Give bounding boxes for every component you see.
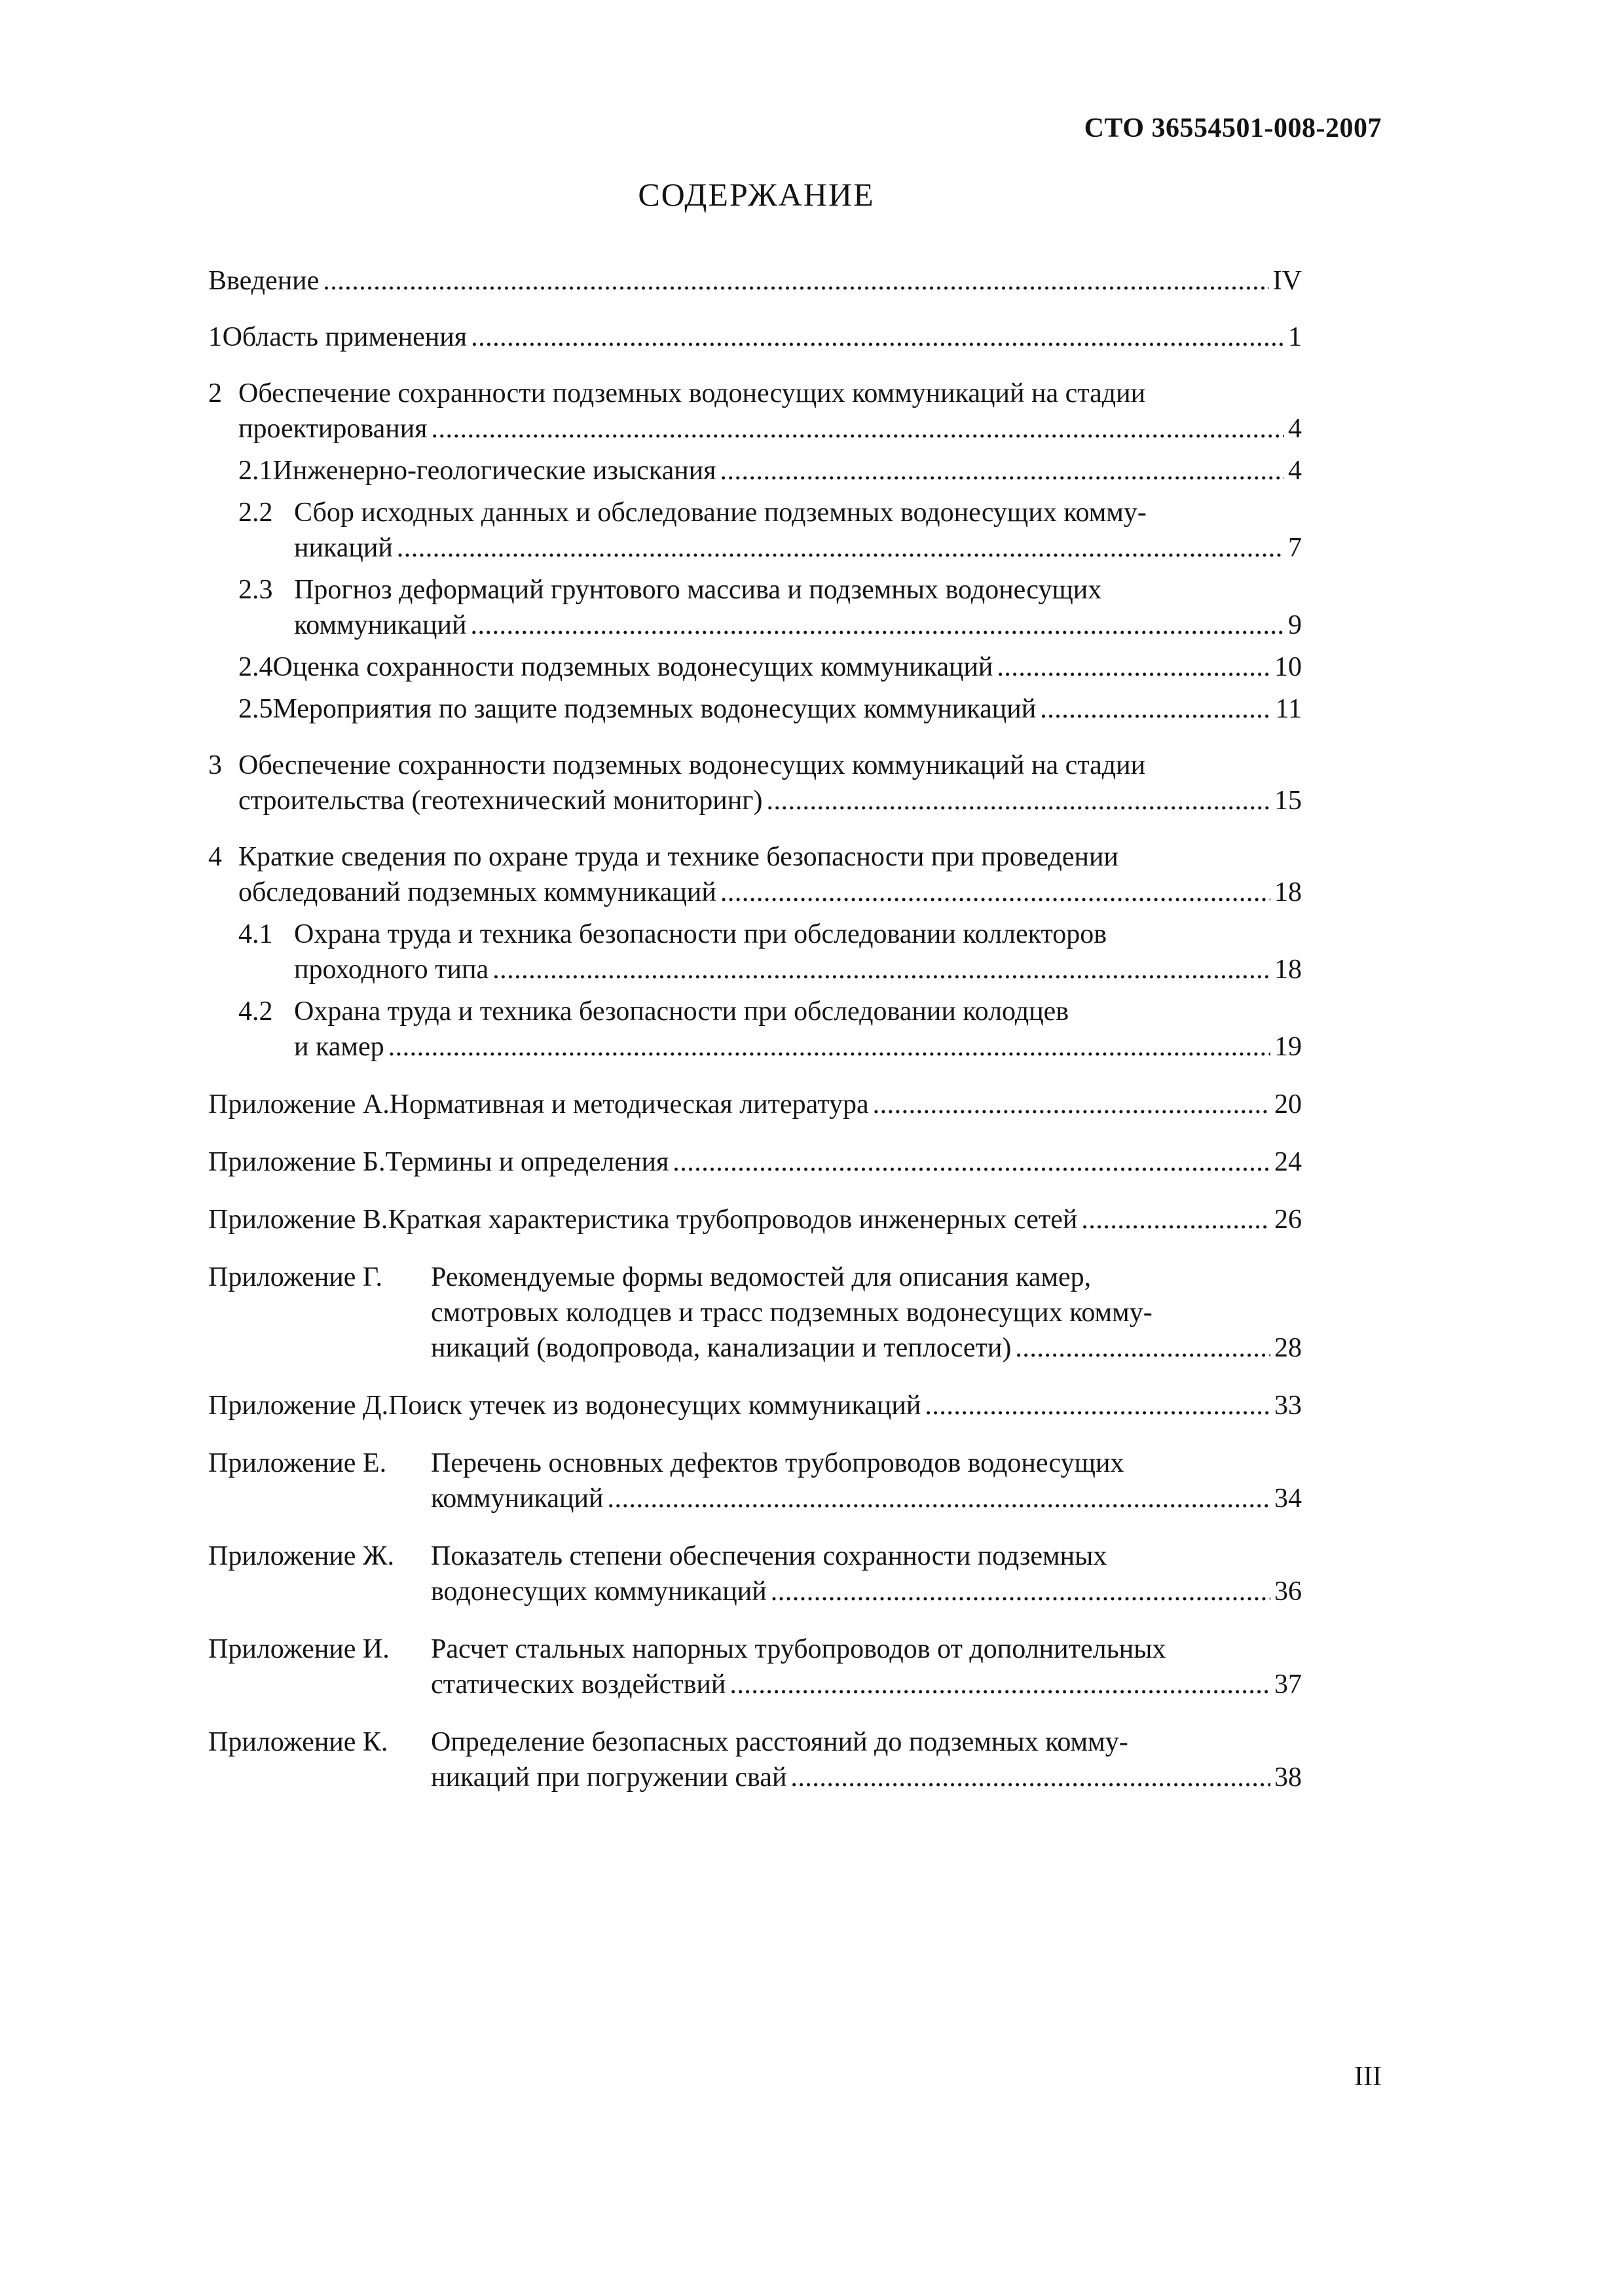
toc-number: 2.2 <box>238 498 273 528</box>
toc-label-line2: никаций <box>294 533 393 563</box>
toc-entry-appendix-e[interactable] <box>208 1446 1302 1516</box>
toc-number: 4.2 <box>238 996 273 1027</box>
leader-dots <box>997 649 1270 685</box>
toc-entry-2-3[interactable] <box>208 572 1302 643</box>
toc-label-line1: Определение безопасных расстояний до подземных комму- <box>431 1727 1128 1757</box>
leader-dots <box>471 319 1284 355</box>
toc-label-line1: Показатель степени обеспечения сохранности подземных <box>431 1541 1107 1571</box>
leader-dots <box>470 608 1284 643</box>
toc-label: Краткая характеристика трубопроводов инженерных сетей <box>388 1205 1078 1235</box>
toc-entry-2-4[interactable] <box>208 649 1302 685</box>
toc-entry-appendix-zh[interactable] <box>208 1539 1302 1609</box>
toc-number: 2 <box>208 378 222 409</box>
toc-label-line1: Рекомендуемые формы ведомостей для описания камер, <box>431 1262 1092 1292</box>
toc-number: 2.5 <box>238 694 273 724</box>
toc-label: Мероприятия по защите подземных водонесущих коммуникаций <box>272 694 1037 724</box>
toc-page: 7 <box>1288 533 1302 563</box>
toc-label-line1: Обеспечение сохранности подземных водонесущих коммуникаций на стадии <box>238 750 1146 780</box>
toc-page: 33 <box>1274 1391 1302 1421</box>
toc-number: Приложение Е. <box>208 1448 387 1478</box>
toc-page: 18 <box>1274 877 1302 907</box>
toc-number: Приложение И. <box>208 1634 390 1664</box>
toc-page: 28 <box>1274 1333 1302 1363</box>
toc-entry-appendix-g[interactable] <box>208 1260 1302 1366</box>
page-number: III <box>1354 2062 1382 2092</box>
toc-entry-4-1[interactable] <box>208 917 1302 987</box>
toc-label-line2: коммуникаций <box>431 1484 604 1514</box>
toc-page: 10 <box>1274 652 1302 682</box>
leader-dots <box>1015 1330 1270 1366</box>
leader-dots <box>492 952 1270 987</box>
leader-dots <box>388 1029 1270 1065</box>
toc-number: Приложение Д. <box>208 1391 389 1421</box>
leader-dots <box>729 1667 1270 1702</box>
leader-dots <box>1040 691 1271 727</box>
toc-entry-2-5[interactable] <box>208 691 1302 727</box>
toc-page: 4 <box>1288 456 1302 486</box>
toc-entry-4[interactable] <box>208 839 1302 910</box>
toc-label: Область применения <box>222 322 468 352</box>
page-title: СОДЕРЖАНИЕ <box>638 176 875 213</box>
document-code: СТО 36554501-008-2007 <box>1084 113 1382 143</box>
toc-label-line2: водонесущих коммуникаций <box>431 1576 767 1607</box>
toc-number: Приложение В. <box>208 1205 388 1235</box>
toc-page: 9 <box>1288 610 1302 640</box>
toc-entry-intro[interactable] <box>208 263 1302 299</box>
toc-label-line2: проектирования <box>238 414 428 444</box>
toc-number: Приложение Б. <box>208 1147 386 1177</box>
toc-label-line1: Перечень основных дефектов трубопроводов водонесущих <box>431 1448 1124 1478</box>
toc-label-line3: никаций (водопровода, канализации и теплосети) <box>431 1333 1012 1363</box>
toc-label-line2: обследований подземных коммуникаций <box>238 877 716 907</box>
leader-dots <box>432 411 1284 446</box>
toc-label-line2: и камер <box>294 1032 384 1062</box>
toc-entry-2-2[interactable] <box>208 495 1302 566</box>
toc-entry-appendix-b[interactable] <box>208 1144 1302 1180</box>
toc-label-line2: коммуникаций <box>294 610 467 640</box>
leader-dots <box>873 1087 1270 1122</box>
toc-entry-appendix-a[interactable] <box>208 1087 1302 1122</box>
toc-entry-appendix-k[interactable] <box>208 1724 1302 1795</box>
toc-entry-appendix-i[interactable] <box>208 1631 1302 1702</box>
toc-label-line2: смотровых колодцев и трасс подземных водонесущих комму- <box>431 1298 1153 1328</box>
toc-label-line2: никаций при погружении свай <box>431 1762 787 1793</box>
toc-entry-3[interactable] <box>208 748 1302 818</box>
toc-page: 37 <box>1274 1669 1302 1700</box>
toc-page: 4 <box>1288 414 1302 444</box>
toc-label: Нормативная и методическая литература <box>389 1089 869 1120</box>
toc-number: 3 <box>208 750 222 780</box>
toc-label: Инженерно-геологические изыскания <box>272 456 716 486</box>
toc-page: 38 <box>1274 1762 1302 1793</box>
leader-dots <box>766 783 1270 818</box>
toc-label-line1: Охрана труда и техника безопасности при обследовании коллекторов <box>294 919 1107 949</box>
toc-number: 1 <box>208 322 222 352</box>
leader-dots <box>771 1574 1270 1609</box>
leader-dots <box>925 1388 1270 1423</box>
toc-number: Приложение Г. <box>208 1262 382 1292</box>
toc-entry-2[interactable] <box>208 376 1302 446</box>
toc-page: 26 <box>1274 1205 1302 1235</box>
toc-number: 2.1 <box>238 456 273 486</box>
toc-label-line1: Прогноз деформаций грунтового массива и подземных водонесущих <box>294 575 1102 605</box>
toc-label: Оценка сохранности подземных водонесущих коммуникаций <box>272 652 993 682</box>
toc-number: Приложение Ж. <box>208 1541 395 1571</box>
leader-dots <box>1081 1202 1270 1237</box>
leader-dots <box>720 453 1284 488</box>
toc-page: 36 <box>1274 1576 1302 1607</box>
leader-dots <box>607 1481 1270 1516</box>
toc-number: Приложение А. <box>208 1089 390 1120</box>
toc-label-line2: строительства (геотехнический мониторинг) <box>238 786 763 816</box>
toc-number: 4 <box>208 842 222 872</box>
toc-label-line1: Обеспечение сохранности подземных водонесущих коммуникаций на стадии <box>238 378 1146 409</box>
toc-entry-appendix-v[interactable] <box>208 1202 1302 1237</box>
toc-page: 1 <box>1288 322 1302 352</box>
toc-entry-appendix-d[interactable] <box>208 1388 1302 1423</box>
toc-label-line1: Расчет стальных напорных трубопроводов от дополнительных <box>431 1634 1166 1664</box>
toc-label-line1: Краткие сведения по охране труда и технике безопасности при проведении <box>238 842 1118 872</box>
toc-label-line1: Сбор исходных данных и обследование подземных водонесущих комму- <box>294 498 1147 528</box>
leader-dots <box>790 1760 1270 1795</box>
toc-page: 15 <box>1274 786 1302 816</box>
toc-page: IV <box>1272 266 1302 296</box>
toc-label: Поиск утечек из водонесущих коммуникаций <box>388 1391 921 1421</box>
table-of-contents <box>208 263 1302 1795</box>
toc-page: 11 <box>1275 694 1302 724</box>
toc-number: Приложение К. <box>208 1727 388 1757</box>
toc-page: 19 <box>1274 1032 1302 1062</box>
toc-label-line2: проходного типа <box>294 955 489 985</box>
toc-page: 18 <box>1274 955 1302 985</box>
toc-page: 24 <box>1274 1147 1302 1177</box>
toc-label: Термины и определения <box>385 1147 669 1177</box>
toc-label-line2: статических воздействий <box>431 1669 726 1700</box>
toc-page: 20 <box>1274 1089 1302 1120</box>
toc-number: 4.1 <box>238 919 273 949</box>
leader-dots <box>323 263 1268 299</box>
leader-dots <box>720 875 1270 910</box>
toc-entry-4-2[interactable] <box>208 994 1302 1065</box>
toc-entry-2-1[interactable] <box>208 453 1302 488</box>
leader-dots <box>673 1144 1270 1180</box>
toc-label-line1: Охрана труда и техника безопасности при обследовании колодцев <box>294 996 1069 1027</box>
toc-entry-1[interactable] <box>208 319 1302 355</box>
leader-dots <box>397 530 1284 566</box>
toc-label: Введение <box>208 266 320 296</box>
toc-number: 2.3 <box>238 575 273 605</box>
toc-number: 2.4 <box>238 652 273 682</box>
toc-page: 34 <box>1274 1484 1302 1514</box>
